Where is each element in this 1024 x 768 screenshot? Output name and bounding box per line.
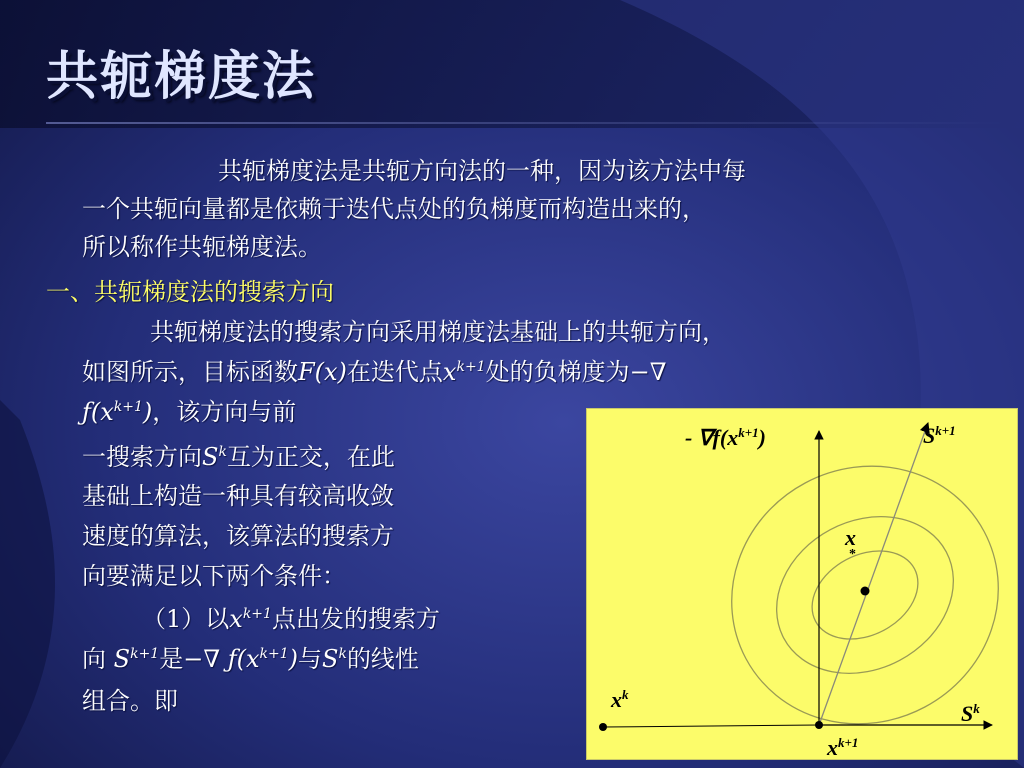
- title-divider: [46, 122, 1006, 124]
- search-line-4: [82, 438, 395, 476]
- text-segment: 的线性: [346, 645, 419, 673]
- label-base: x: [827, 735, 838, 760]
- iterate-superscript: k+1: [242, 606, 272, 622]
- objective-function: F(x): [298, 358, 347, 386]
- text-segment: 与: [298, 645, 322, 673]
- text-segment: 互为正交，在此: [226, 443, 395, 471]
- iterate-symbol: x: [229, 605, 243, 633]
- xk-label: [611, 689, 629, 711]
- slide-title: 共轭梯度法: [46, 47, 317, 107]
- direction-superscript: k+1: [130, 646, 160, 662]
- text-segment: 一搜索方向: [82, 443, 202, 471]
- search-line-7: 向要满足以下两个条件：: [82, 562, 346, 590]
- section-heading: 一、共轭梯度法的搜索方向: [46, 278, 334, 306]
- gradient-superscript: k+1: [259, 646, 289, 662]
- direction-superscript: k: [218, 444, 227, 460]
- text-segment: 是−∇: [159, 645, 228, 673]
- x-star-asterisk: *: [849, 547, 856, 562]
- label-superscript: k+1: [738, 425, 759, 440]
- sk1-label: [923, 425, 956, 447]
- xk-to-xk1-line: [603, 725, 819, 727]
- label-base: x: [611, 687, 622, 712]
- xk1-point: [815, 721, 823, 729]
- direction-superscript: k: [338, 646, 347, 662]
- label-base: x: [845, 525, 856, 550]
- label-superscript: k: [622, 687, 629, 702]
- text-segment: 如图所示，目标函数: [82, 358, 298, 386]
- xk1-label: [827, 737, 858, 759]
- gradient-function: ƒ(x: [227, 645, 260, 673]
- gradient-figure: [586, 408, 1018, 760]
- text-segment: 向: [82, 645, 114, 673]
- intro-line-1: 共轭梯度法是共轭方向法的一种，因为该方法中每: [218, 157, 746, 185]
- condition-1-line-3: 组合。即: [82, 687, 178, 715]
- label-suffix: ): [758, 425, 766, 450]
- xk-point: [599, 723, 607, 731]
- optimum-point: [861, 587, 870, 596]
- text-segment: 处的负梯度为−∇: [485, 358, 667, 386]
- direction-symbol: S: [113, 645, 131, 673]
- text-segment: （1）以: [142, 605, 230, 633]
- search-line-6: 速度的算法，该算法的搜索方: [82, 522, 394, 550]
- label-base: - ∇f(x: [685, 425, 739, 450]
- text-segment: 点出发的搜索方: [271, 605, 440, 633]
- search-line-2: [82, 353, 666, 391]
- label-superscript: k+1: [838, 735, 859, 750]
- sk1-direction-arrow: [819, 423, 928, 725]
- condition-1-line-2: [82, 640, 419, 678]
- gradient-close: ): [288, 645, 298, 673]
- gradient-close: ): [142, 398, 153, 426]
- neg-gradient-label: [685, 427, 766, 449]
- gradient-superscript: k+1: [113, 399, 143, 415]
- iterate-symbol: x: [442, 358, 457, 386]
- search-line-1: 共轭梯度法的搜索方向采用梯度法基础上的共轭方向，: [150, 318, 726, 346]
- direction-symbol: S: [322, 645, 339, 673]
- direction-symbol: S: [202, 443, 219, 471]
- text-segment: ，该方向与前: [152, 398, 297, 426]
- text-segment: 在迭代点: [346, 358, 443, 386]
- contour-diagram: [587, 409, 1019, 761]
- gradient-function: ƒ(x: [82, 398, 114, 426]
- intro-line-2: 一个共轭向量都是依赖于迭代点处的负梯度而构造出来的，: [82, 195, 706, 223]
- label-base: S: [961, 701, 974, 726]
- search-line-5: 基础上构造一种具有较高收敛: [82, 482, 394, 510]
- iterate-superscript: k+1: [456, 359, 486, 375]
- label-superscript: k: [973, 701, 980, 716]
- sk-label: [961, 703, 980, 725]
- label-base: S: [923, 423, 936, 448]
- search-line-3: [82, 393, 296, 431]
- condition-1-line-1: [142, 600, 440, 638]
- intro-line-3: 所以称作共轭梯度法。: [82, 233, 322, 261]
- label-superscript: k+1: [935, 423, 956, 438]
